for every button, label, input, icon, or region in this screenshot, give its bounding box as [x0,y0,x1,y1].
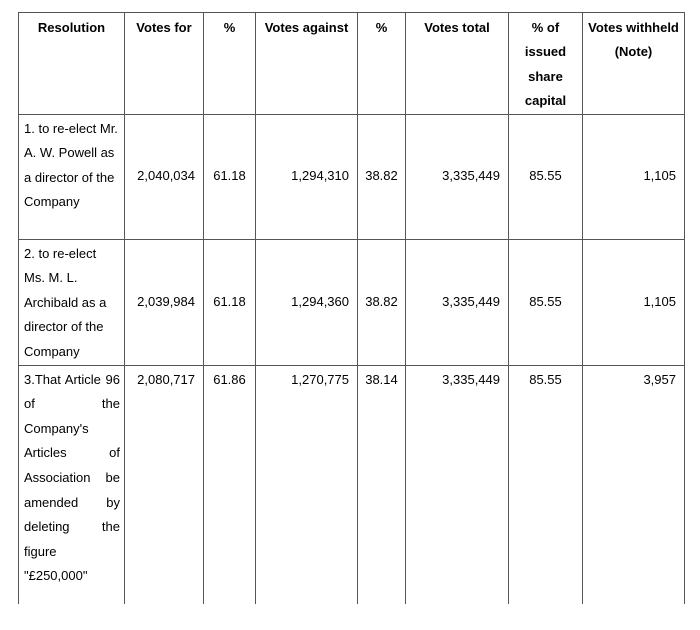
table-header-row [19,13,685,115]
votes-against-cell: 1,294,310 [256,114,358,239]
pct-against-cell: 38.14 [358,365,406,604]
table-row [19,239,685,365]
votes-withheld-cell: 3,957 [583,365,685,604]
resolution-votes-table-container [18,12,684,608]
pct-issued-cell: 85.55 [509,365,583,604]
votes-against-cell: 1,270,775 [256,365,358,604]
votes-for-cell: 2,080,717 [125,365,204,604]
votes-for-cell: 2,039,984 [125,239,204,365]
votes-total-cell: 3,335,449 [406,365,509,604]
votes-withheld-cell: 1,105 [583,239,685,365]
pct-for-cell: 61.18 [204,239,256,365]
votes-against-cell: 1,294,360 [256,239,358,365]
pct-issued-cell: 85.55 [509,239,583,365]
header-resolution: Resolution [19,13,125,115]
pct-against-cell: 38.82 [358,239,406,365]
resolution-cell: 2. to re-elect Ms. M. L. Archibald as a director of the Company [19,239,125,365]
table-row [19,114,685,239]
pct-issued-cell: 85.55 [509,114,583,239]
header-pct-for: % [204,13,256,115]
votes-total-cell: 3,335,449 [406,114,509,239]
votes-for-cell: 2,040,034 [125,114,204,239]
header-votes-withheld: Votes withheld (Note) [583,13,685,115]
pct-for-cell: 61.86 [204,365,256,604]
header-votes-for: Votes for [125,13,204,115]
header-votes-against: Votes against [256,13,358,115]
votes-total-cell: 3,335,449 [406,239,509,365]
table-row [19,365,685,604]
votes-withheld-cell: 1,105 [583,114,685,239]
resolution-votes-table [18,12,685,604]
resolution-cell: 3.That Article 96 of the Company's Articles of Association be amended by deleting the figure "£250,000" [19,365,125,604]
header-votes-total: Votes total [406,13,509,115]
pct-for-cell: 61.18 [204,114,256,239]
pct-against-cell: 38.82 [358,114,406,239]
header-pct-issued-share-capital: % of issued share capital [509,13,583,115]
header-pct-against: % [358,13,406,115]
resolution-cell: 1. to re-elect Mr. A. W. Powell as a director of the Company [19,114,125,239]
